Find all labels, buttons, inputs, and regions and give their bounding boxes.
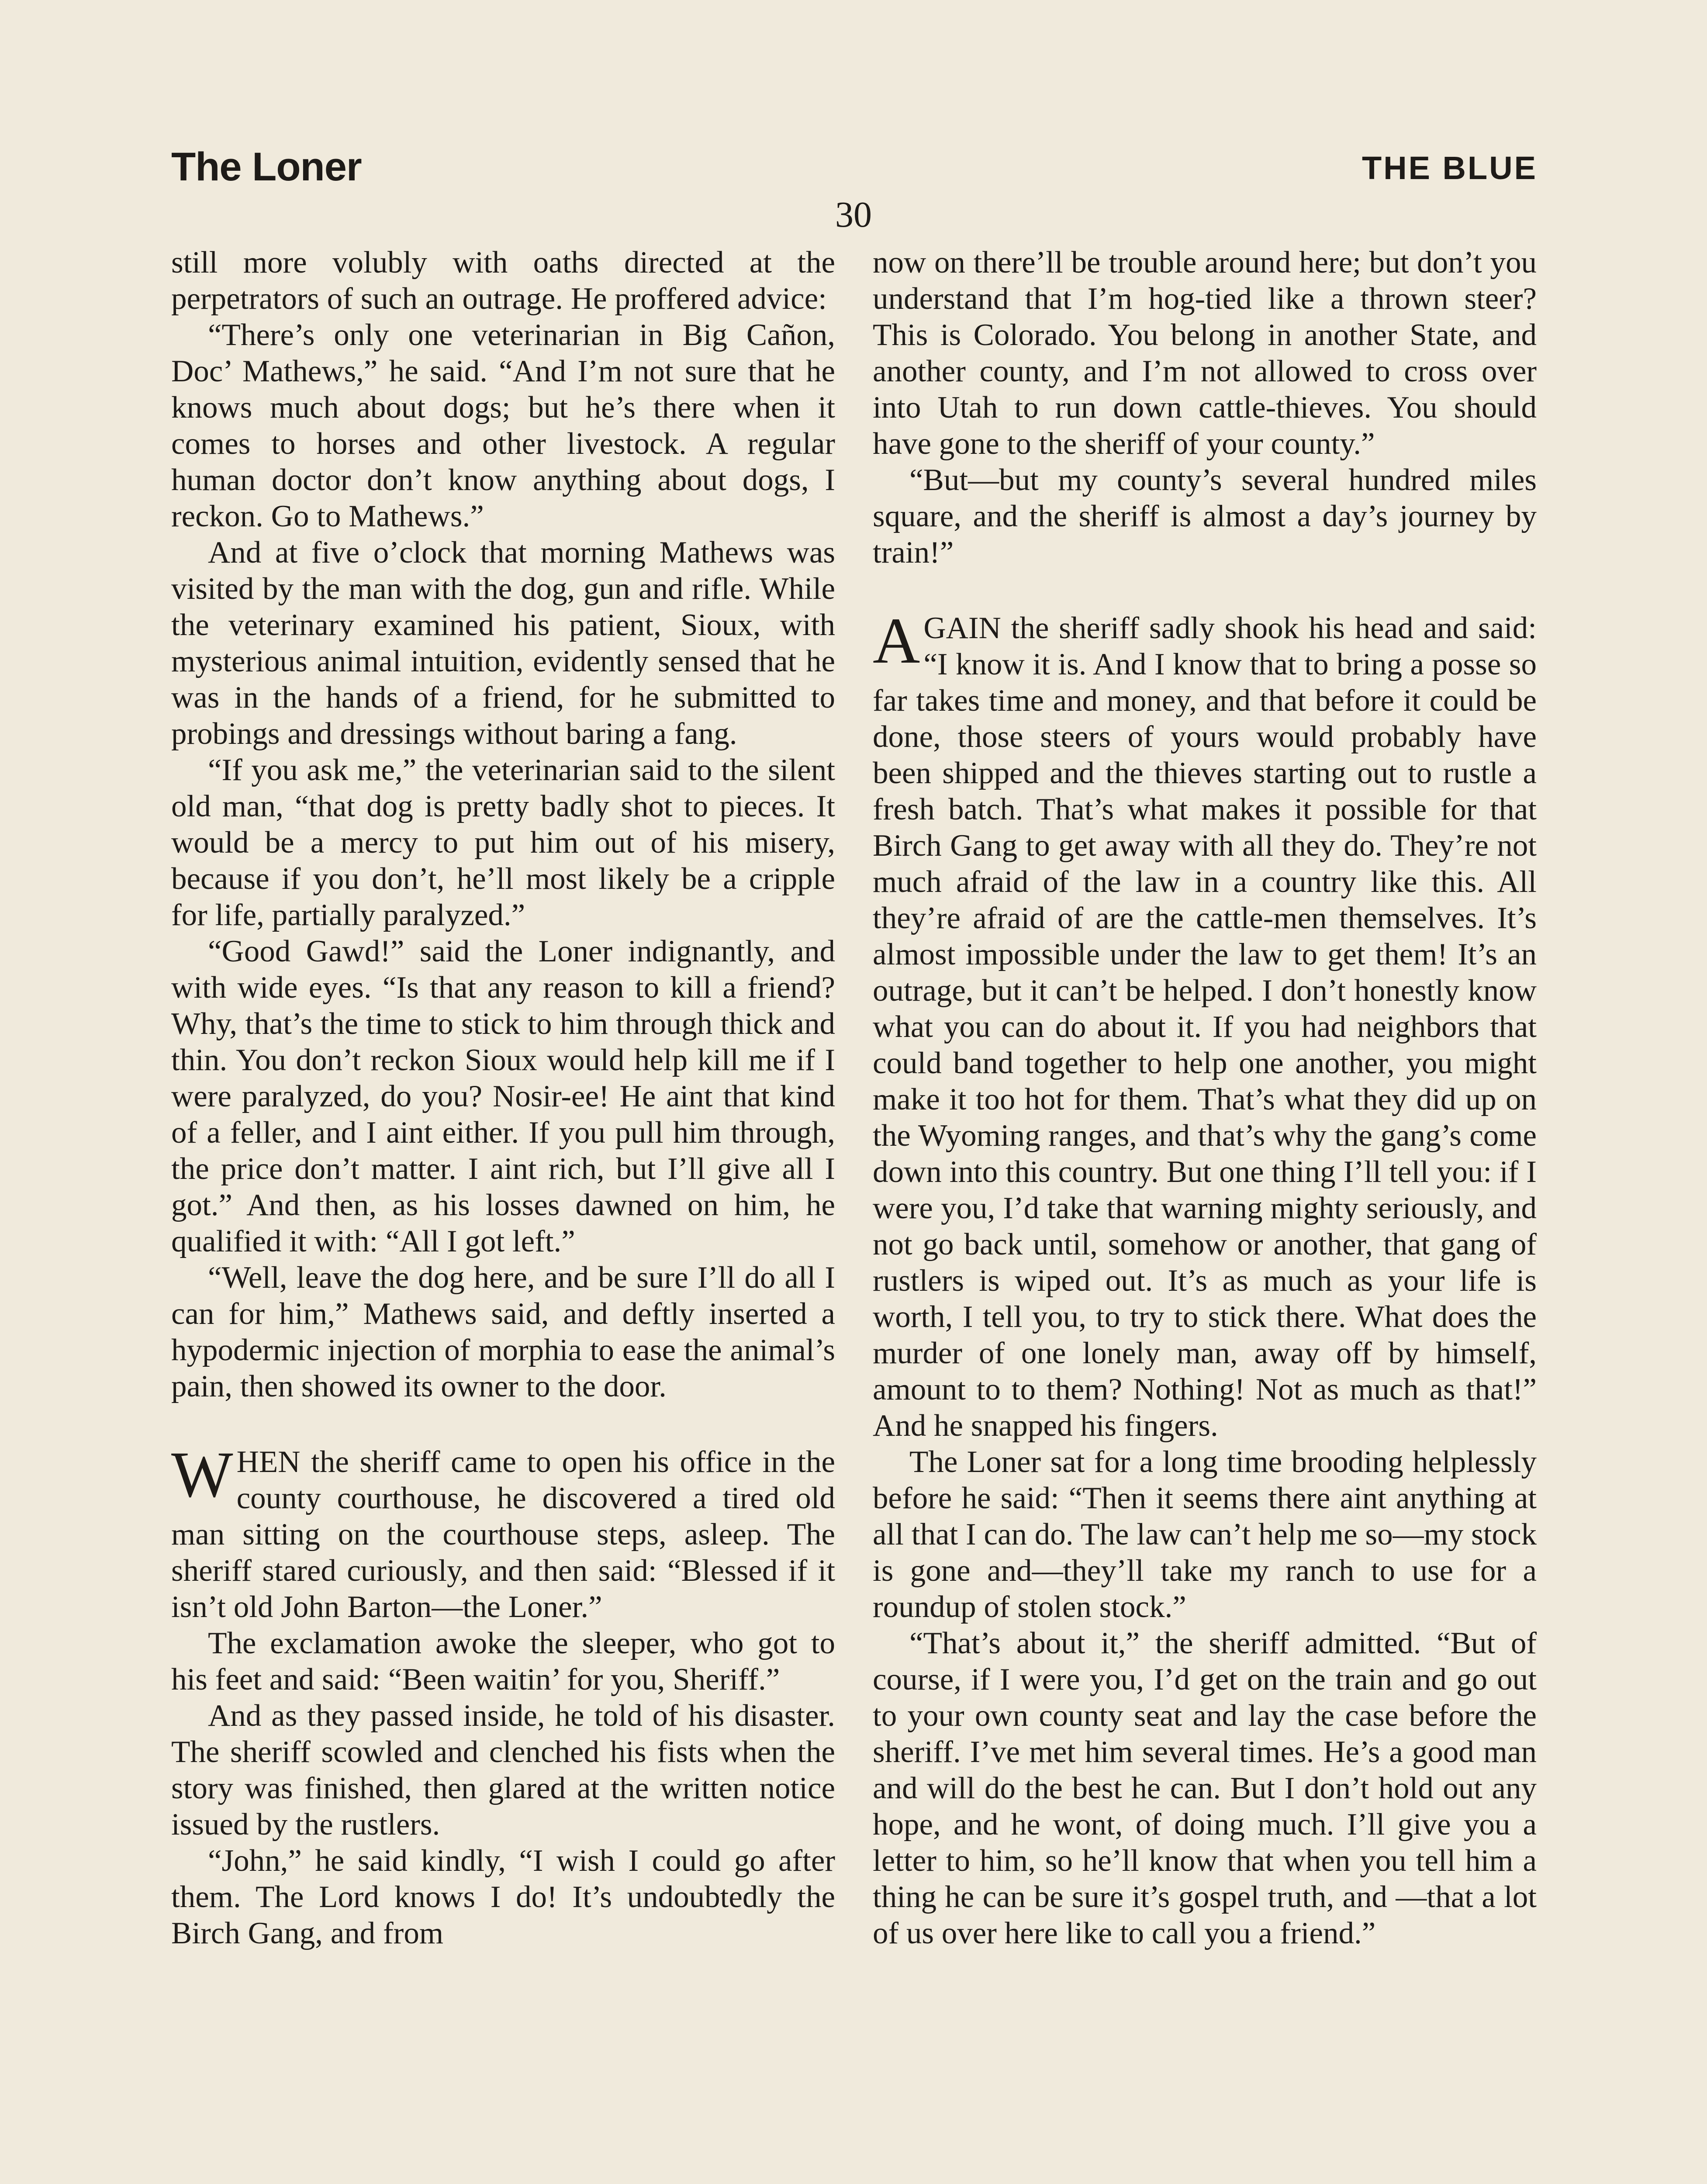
running-head [171,144,1538,197]
paragraph: “If you ask me,” the veterinarian said to the silent old man, “that dog is pretty badly shot to pieces. It would be a mercy to put him out of his misery, because if you don’t, he’ll most likely be a cripple for life, partially paralyzed.” [171,753,835,932]
story-title: The Loner [171,145,362,189]
magazine-title: THE BLUE [1362,150,1538,186]
paragraph: still more volubly with oaths directed at the perpetrators of such an outrage. He proffered advice: [171,245,835,316]
page-number: 30 [835,194,872,235]
paragraph: “Well, leave the dog here, and be sure I’ll do all I can for him,” Mathews said, and deftly inserted a hypodermic injection of morphia to ease the animal’s pain, then showed its owner to the door. [171,1261,835,1403]
left-column [171,245,835,1952]
drop-cap: A [873,605,920,677]
paragraph: “That’s about it,” the sheriff admitted. “But of course, if I were you, I’d get on the train and go out to your own county seat and lay the case before the sheriff. I’ve met him several times. He’s a good man and will do the best he can. But I don’t hold out any hope, and he wont, of doing much. I’ll give you a letter to him, so he’ll know that when you tell him a thing he can be sure it’s gospel truth, and —that a lot of us over here like to call you a friend.” [873,1626,1537,1950]
section-opening-text: GAIN the sheriff sadly shook his head and said: “I know it is. And I know that to bring a posse so far takes time and money, and that before it could be done, those steers of yours would probably have been shipped and the thieves starting out to rustle a fresh batch. That’s what makes it possible for that Birch Gang to get away with all they do. They’re not much afraid of the law in a country like this. All they’re afraid of are the cattle-men themselves. It’s almost impossible under the law to get them! It’s an outrage, but it can’t be helped. I don’t honestly know what you can do about it. If you had neighbors that could band together to help one another, you might make it too hot for them. That’s what they did up on the Wyoming ranges, and that’s why the gang’s come down into this country. But one thing I’ll tell you: if I were you, I’d take that warning mighty seriously, and not go back until, somehow or another, that gang of rustlers is wiped out. It’s as much as your life is worth, I tell you, to try to stick there. What does the murder of one lonely man, away off by himself, amount to to them? Nothing! Not as much as that!” And he snapped his fingers. [873,611,1537,1443]
paragraph: “There’s only one veterinarian in Big Cañon, Doc’ Mathews,” he said. “And I’m not sure that he knows much about dogs; but he’s there when it comes to horses and other livestock. A regular human doctor don’t know anything about dogs, I reckon. Go to Mathews.” [171,318,835,533]
paragraph: “But—but my county’s several hundred miles square, and the sheriff is almost a day’s journey by train!” [873,463,1537,570]
right-column [873,245,1537,1952]
section-opening-paragraph [171,1438,835,1625]
paragraph: And as they passed inside, he told of his disaster. The sheriff scowled and clenched his fists when the story was finished, then glared at the written notice issued by the rustlers. [171,1699,835,1842]
paragraph: And at five o’clock that morning Mathews was visited by the man with the dog, gun and rifle. While the veterinary examined his patient, Sioux, with mysterious animal intuition, evidently sensed that he was in the hands of a friend, for he submitted to probings and dressings without baring a fang. [171,536,835,751]
paragraph: The Loner sat for a long time brooding helplessly before he said: “Then it seems there aint anything at all that I can do. The law can’t help me so—my stock is gone and—they’ll take my ranch to use for a roundup of stolen stock.” [873,1445,1537,1624]
section-opening-paragraph [873,605,1537,1444]
paragraph: “John,” he said kindly, “I wish I could go after them. The Lord knows I do! It’s undoubtedly the Birch Gang, and from [171,1844,835,1950]
section-opening-text: HEN the sheriff came to open his office in the county courthouse, he discovered a tired old man sitting on the courthouse steps, asleep. The sheriff stared curiously, and then said: “Blessed if it isn’t old John Barton—the Loner.” [171,1445,835,1624]
paragraph: now on there’ll be trouble around here; but don’t you understand that I’m hog-tied like a thrown steer? This is Colorado. You belong in another State, and another county, and I’m not allowed to cross over into Utah to run down cattle-thieves. You should have gone to the sheriff of your county.” [873,245,1537,461]
paragraph: “Good Gawd!” said the Loner indignantly, and with wide eyes. “Is that any reason to kill a friend? Why, that’s the time to stick to him through thick and thin. You don’t reckon Sioux would help kill me if I were paralyzed, do you? Nosir-ee! He aint that kind of a feller, and I aint either. If you pull him through, the price don’t matter. I aint rich, but I’ll give all I got.” And then, as his losses dawned on him, he qualified it with: “All I got left.” [171,934,835,1258]
paragraph: The exclamation awoke the sleeper, who got to his feet and said: “Been waitin’ for you, Sheriff.” [171,1626,835,1697]
drop-cap: W [171,1438,233,1511]
